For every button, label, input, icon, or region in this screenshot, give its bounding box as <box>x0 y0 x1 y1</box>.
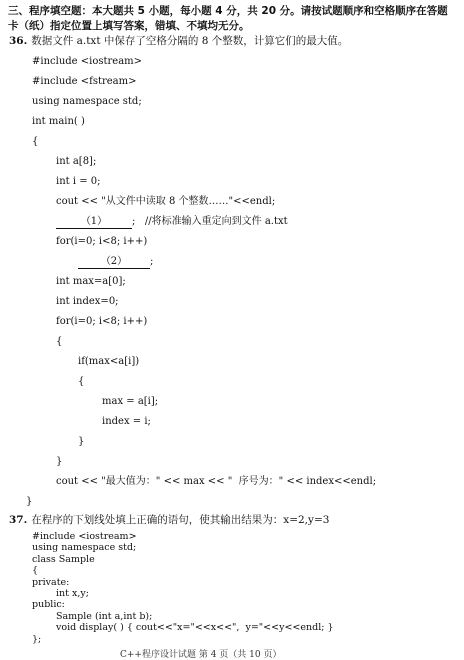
code-line: public: <box>32 599 65 611</box>
code-line: void display( ) { cout<<"x="<<x<<", y="<<y<<endl; } <box>56 622 334 634</box>
code-line: for(i=0; i<8; i++) <box>56 236 148 247</box>
code-line: } <box>26 496 33 507</box>
code-line: }; <box>32 633 42 645</box>
code-line: { <box>78 376 85 387</box>
code-line: cout << "最大值为：" << max << " 序号为：" << index<<endl; <box>56 476 377 487</box>
code-line-blank-1 <box>56 215 288 229</box>
code-line: int x,y; <box>56 588 89 599</box>
section-title: 三、程序填空题：本大题共 5 小题，每小题 4 分，共 20 分。请按试题顺序和空格顺序在答题卡（纸）指定位置上填写答案，错填、不填均无分。 <box>8 5 448 32</box>
code-line: cout << "从文件中读取 8 个整数……"<<endl; <box>56 196 276 207</box>
code-line: int index=0; <box>56 296 119 307</box>
code-line: int a[8]; <box>56 156 97 167</box>
code-line-blank-2 <box>78 255 153 269</box>
page-footer: C++程序设计试题 第 4 页（共 10 页） <box>120 650 282 660</box>
code-line: } <box>78 436 85 447</box>
code-line: int max=a[0]; <box>56 276 126 287</box>
code-line: } <box>56 456 63 467</box>
question-36 <box>9 34 348 48</box>
code-text: ; //将标准输入重定向到文件 a.txt <box>132 216 288 227</box>
code-line: int main( ) <box>32 116 85 127</box>
code-line: if(max<a[i]) <box>78 356 140 367</box>
code-line: index = i; <box>102 416 151 427</box>
code-line: max = a[i]; <box>102 396 159 407</box>
code-text: ; <box>150 256 154 267</box>
code-line: private: <box>32 576 70 588</box>
code-line: int i = 0; <box>56 176 101 187</box>
answer-blank-1[interactable]: （1） <box>56 216 132 229</box>
question-number: 37. <box>9 514 28 526</box>
code-line: using namespace std; <box>32 96 142 107</box>
question-number: 36. <box>9 35 28 47</box>
question-text: 在程序的下划线处填上正确的语句，使其输出结果为：x=2,y=3 <box>31 514 330 526</box>
code-line: #include <iostream> <box>32 56 143 67</box>
question-37 <box>9 513 329 527</box>
code-line: for(i=0; i<8; i++) <box>56 316 148 327</box>
code-line: #include <fstream> <box>32 76 137 87</box>
code-line: class Sample <box>32 553 95 565</box>
question-text: 数据文件 a.txt 中保存了空格分隔的 8 个整数，计算它们的最大值。 <box>31 35 349 47</box>
code-line: { <box>32 136 39 147</box>
code-line: #include <iostream> <box>32 531 137 542</box>
code-line: Sample (int a,int b); <box>56 610 153 622</box>
code-line: { <box>56 336 63 347</box>
answer-blank-2[interactable]: （2） <box>78 256 150 269</box>
code-line: using namespace std; <box>32 542 137 554</box>
code-line: { <box>32 565 39 577</box>
